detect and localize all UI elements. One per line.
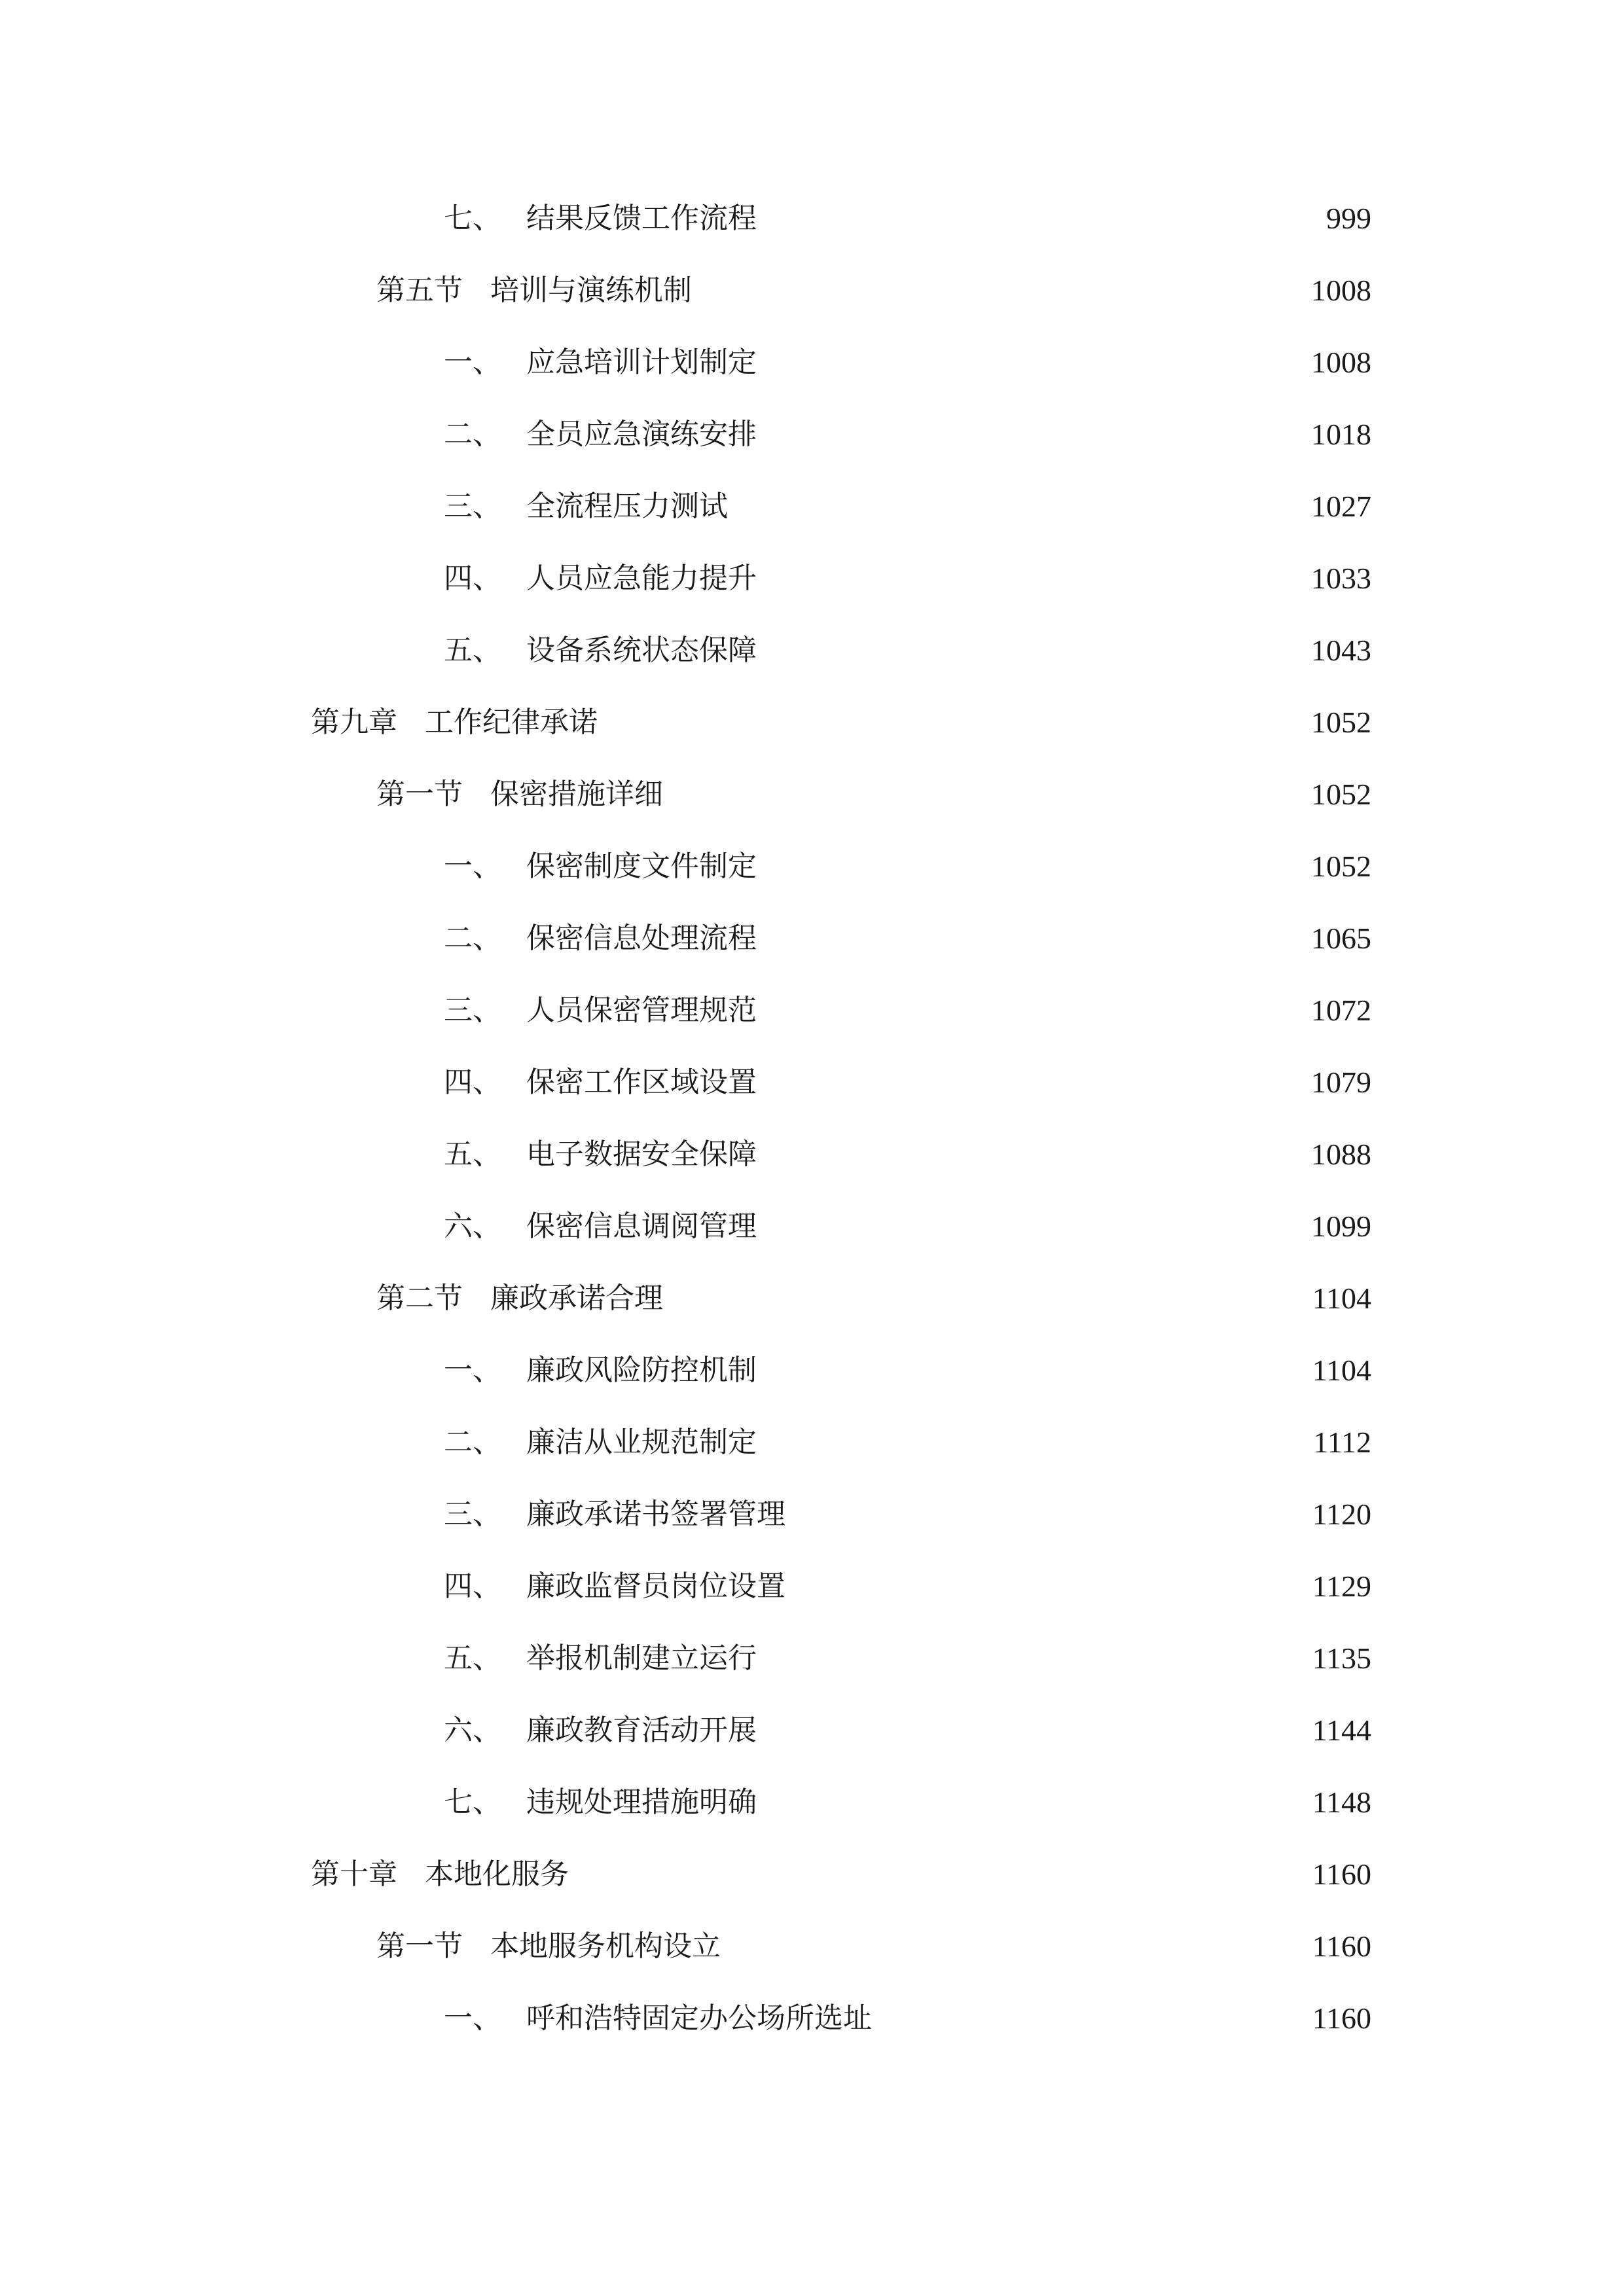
toc-entry[interactable]: [376, 1272, 1371, 1325]
toc-entry-page: 1135: [1312, 1641, 1371, 1675]
toc-entry-title: 廉政承诺书签署管理: [526, 1498, 785, 1531]
toc-entry-title: 保密信息处理流程: [526, 922, 757, 955]
toc-entry[interactable]: [444, 336, 1371, 389]
toc-entry-number: 三、: [444, 994, 501, 1027]
toc-entry[interactable]: [444, 912, 1371, 965]
toc-entry-page: 1104: [1312, 1282, 1371, 1315]
toc-entry-title: 廉政教育活动开展: [526, 1713, 757, 1747]
toc-entry[interactable]: [444, 192, 1371, 245]
toc-entry-page: 1052: [1311, 778, 1371, 811]
toc-entry-page: 999: [1326, 202, 1371, 235]
dot-leader: [671, 768, 1302, 821]
dot-leader: [765, 1128, 1302, 1181]
toc-entry-page: 1079: [1311, 1066, 1371, 1099]
toc-entry-number: 四、: [444, 562, 501, 595]
toc-entry-page: 1160: [1312, 1857, 1371, 1891]
toc-entry-title: 廉政承诺合理: [490, 1282, 663, 1315]
toc-entry-number: 第一节: [376, 1929, 463, 1963]
toc-entry[interactable]: [376, 768, 1371, 821]
toc-entry-page: 1018: [1311, 418, 1371, 451]
dot-leader: [700, 264, 1302, 317]
dot-leader: [729, 1920, 1303, 1973]
toc-entry[interactable]: [444, 552, 1371, 605]
dot-leader: [765, 336, 1302, 389]
toc-entry-title: 电子数据安全保障: [526, 1138, 757, 1171]
toc-entry-page: 1120: [1312, 1498, 1371, 1531]
dot-leader: [765, 1056, 1302, 1109]
toc-entry-title: 本地化服务: [425, 1857, 569, 1891]
toc-entry-title: 全员应急演练安排: [526, 418, 757, 451]
toc-entry[interactable]: [444, 1200, 1371, 1253]
toc-entry-title: 设备系统状态保障: [526, 634, 757, 667]
toc-entry-title: 保密制度文件制定: [526, 850, 757, 883]
toc-entry-number: 第九章: [311, 706, 397, 739]
toc-entry[interactable]: [311, 1848, 1371, 1901]
toc-entry[interactable]: [444, 1704, 1371, 1757]
toc-entry-number: 四、: [444, 1570, 501, 1603]
toc-entry[interactable]: [444, 840, 1371, 893]
toc-entry-page: 1072: [1311, 994, 1371, 1027]
dot-leader: [765, 1632, 1303, 1685]
toc-entry[interactable]: [444, 1776, 1371, 1829]
toc-entry-title: 廉政风险防控机制: [526, 1354, 757, 1387]
dot-leader: [605, 696, 1302, 749]
dot-leader: [765, 1416, 1304, 1469]
dot-leader: [765, 624, 1302, 677]
toc-entry[interactable]: [376, 264, 1371, 317]
toc-entry-page: 1052: [1311, 706, 1371, 739]
toc-entry-page: 1144: [1312, 1713, 1371, 1747]
toc-entry-number: 七、: [444, 1785, 501, 1819]
toc-entry[interactable]: [444, 1344, 1371, 1397]
toc-entry-number: 二、: [444, 418, 501, 451]
toc-entry[interactable]: [444, 1560, 1371, 1613]
dot-leader: [765, 840, 1302, 893]
toc-entry-title: 全流程压力测试: [526, 490, 728, 523]
toc-entry[interactable]: [444, 408, 1371, 461]
toc-entry-page: 1160: [1312, 1929, 1371, 1963]
toc-entry[interactable]: [444, 984, 1371, 1037]
toc-entry-page: 1027: [1311, 490, 1371, 523]
toc-entry-title: 保密工作区域设置: [526, 1066, 757, 1099]
toc-entry-number: 五、: [444, 1641, 501, 1675]
toc-entry-number: 二、: [444, 922, 501, 955]
toc-entry-title: 违规处理措施明确: [526, 1785, 757, 1819]
toc-entry-title: 保密措施详细: [490, 778, 663, 811]
dot-leader: [793, 1488, 1303, 1541]
toc-entry-title: 应急培训计划制定: [526, 346, 757, 379]
toc-entry-number: 七、: [444, 202, 501, 235]
toc-entry[interactable]: [376, 1920, 1371, 1973]
dot-leader: [577, 1848, 1303, 1901]
toc-entry-title: 呼和浩特固定办公场所选址: [526, 2001, 872, 2035]
toc-entry-title: 廉洁从业规范制定: [526, 1426, 757, 1459]
toc-entry-number: 第一节: [376, 778, 463, 811]
toc-entry-title: 结果反馈工作流程: [526, 202, 757, 235]
toc-entry-number: 第十章: [311, 1857, 397, 1891]
dot-leader: [765, 1704, 1303, 1757]
toc-entry-page: 1148: [1312, 1785, 1371, 1819]
dot-leader: [765, 1776, 1303, 1829]
dot-leader: [765, 408, 1302, 461]
dot-leader: [765, 912, 1302, 965]
dot-leader: [736, 480, 1302, 533]
toc-entry[interactable]: [444, 1056, 1371, 1109]
toc-entry-title: 人员应急能力提升: [526, 562, 757, 595]
dot-leader: [880, 1992, 1303, 2045]
toc-entry-number: 一、: [444, 1354, 501, 1387]
toc-entry-page: 1104: [1312, 1354, 1371, 1387]
toc-entry-page: 1033: [1311, 562, 1371, 595]
toc-entry-number: 六、: [444, 1713, 501, 1747]
toc-entry[interactable]: [444, 1416, 1371, 1469]
dot-leader: [793, 1560, 1303, 1613]
toc-entry-number: 三、: [444, 1498, 501, 1531]
toc-entry-number: 第二节: [376, 1282, 463, 1315]
dot-leader: [765, 1344, 1303, 1397]
toc-entry-page: 1112: [1313, 1426, 1371, 1459]
toc-entry-page: 1065: [1311, 922, 1371, 955]
toc-entry-title: 培训与演练机制: [490, 274, 692, 307]
toc-entry-number: 五、: [444, 634, 501, 667]
toc-entry[interactable]: [311, 696, 1371, 749]
dot-leader: [765, 552, 1302, 605]
dot-leader: [671, 1272, 1303, 1325]
toc-entry-page: 1129: [1312, 1570, 1371, 1603]
toc-entry-number: 三、: [444, 490, 501, 523]
dot-leader: [765, 1200, 1302, 1253]
toc-entry-number: 四、: [444, 1066, 501, 1099]
toc-entry-number: 一、: [444, 2001, 501, 2035]
toc-entry-number: 一、: [444, 850, 501, 883]
toc-entry-page: 1160: [1312, 2001, 1371, 2035]
dot-leader: [765, 192, 1317, 245]
toc-entry-title: 廉政监督员岗位设置: [526, 1570, 785, 1603]
toc-entry[interactable]: [444, 1128, 1371, 1181]
toc-entry-number: 二、: [444, 1426, 501, 1459]
toc-entry-number: 一、: [444, 346, 501, 379]
toc-entry-title: 举报机制建立运行: [526, 1641, 757, 1675]
toc-entry-title: 工作纪律承诺: [425, 706, 598, 739]
toc-entry[interactable]: [444, 624, 1371, 677]
toc-entry-number: 六、: [444, 1210, 501, 1243]
toc-entry-number: 五、: [444, 1138, 501, 1171]
toc-entry[interactable]: [444, 480, 1371, 533]
toc-entry-page: 1008: [1311, 346, 1371, 379]
toc-entry-title: 人员保密管理规范: [526, 994, 757, 1027]
toc-entry-page: 1088: [1311, 1138, 1371, 1171]
toc-entry-title: 保密信息调阅管理: [526, 1210, 757, 1243]
toc-entry-title: 本地服务机构设立: [490, 1929, 721, 1963]
toc-entry-page: 1099: [1311, 1210, 1371, 1243]
toc-entry-page: 1052: [1311, 850, 1371, 883]
toc-entry[interactable]: [444, 1632, 1371, 1685]
dot-leader: [765, 984, 1302, 1037]
toc-entry[interactable]: [444, 1488, 1371, 1541]
toc-entry-number: 第五节: [376, 274, 463, 307]
toc-entry-page: 1043: [1311, 634, 1371, 667]
toc-entry-page: 1008: [1311, 274, 1371, 307]
toc-entry[interactable]: [444, 1992, 1371, 2045]
